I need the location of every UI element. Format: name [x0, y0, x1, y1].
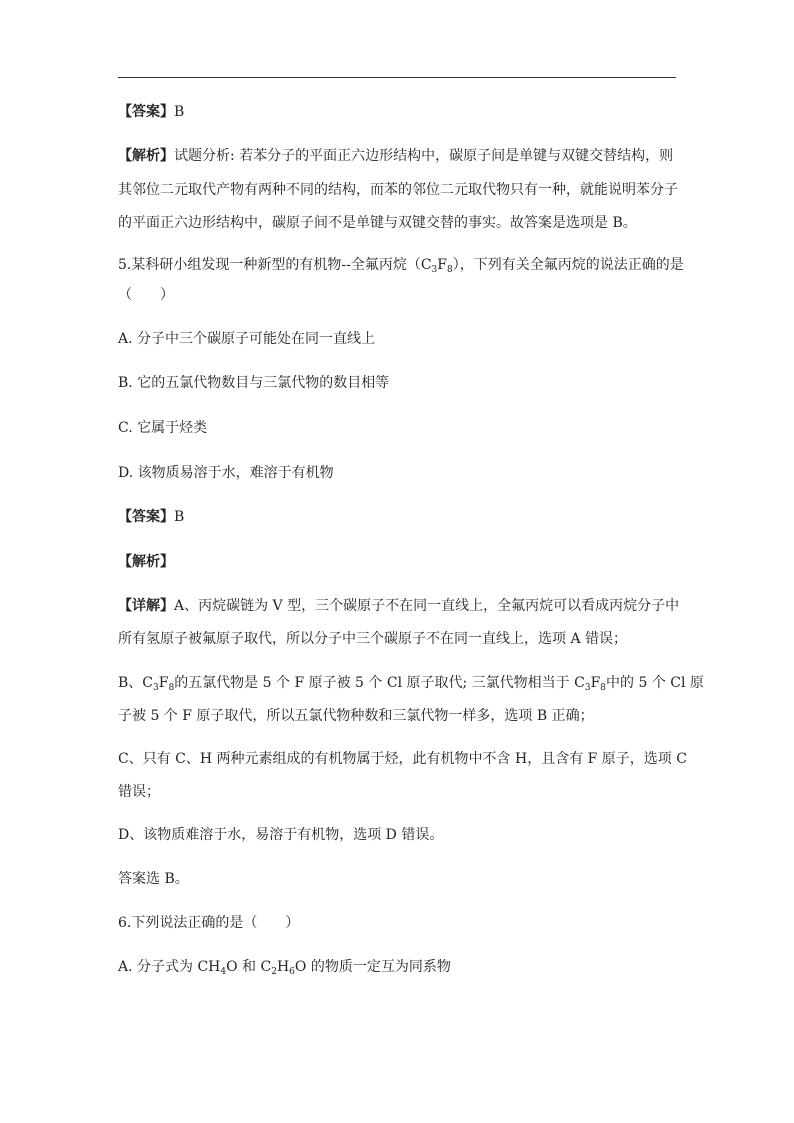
question-5-option-d: D. 该物质易溶于水，难溶于有机物	[118, 465, 334, 481]
answer-line-1: 【答案】B	[118, 104, 185, 120]
conclusion-line: 答案选 B。	[118, 871, 189, 887]
question-5-option-c: C. 它属于烃类	[118, 420, 208, 436]
question-6-stem: 6.下列说法正确的是（ ）	[118, 915, 300, 931]
detail-c-line-2: 错误；	[118, 784, 160, 800]
analysis-line-3: 的平面正六边形结构中，碳原子间不是单键与双键交替的事实。故答案是选项是 B。	[118, 215, 637, 231]
header-rule	[118, 77, 676, 78]
detail-b-line-1: B、$C_3F_8$的五氯代物是 5 个 F 原子被 5 个 Cl 原子取代; 三氯代物相当于 $C_3F_8$中的 5 个 Cl 原	[118, 675, 704, 693]
detail-c-line-1: C、只有 C、H 两种元素组成的有机物属于烃，此有机物中不含 H，且含有 F 原子，选项 C	[118, 751, 687, 767]
detail-a-line-1: 【详解】A、丙烷碳链为 V 型，三个碳原子不在同一直线上，全氟丙烷可以看成丙烷分子中	[118, 598, 680, 614]
analysis-heading: 【解析】	[118, 554, 174, 570]
question-5-stem-line-2: （ ）	[118, 287, 174, 303]
question-6-option-a: A. 分子式为 $CH_4O$ 和 $C_2H_6O$ 的物质一定互为同系物	[118, 959, 451, 977]
detail-a-line-2: 所有氢原子被氟原子取代，所以分子中三个碳原子不在同一直线上，选项 A 错误；	[118, 631, 628, 647]
detail-d-line: D、该物质难溶于水，易溶于有机物，选项 D 错误。	[118, 827, 444, 843]
analysis-line-1: 【解析】试题分析: 若苯分子的平面正六边形结构中，碳原子间是单键与双键交替结构，则	[118, 148, 674, 164]
question-5-option-a: A. 分子中三个碳原子可能处在同一直线上	[118, 331, 376, 347]
question-5-stem: 5.某科研小组发现一种新型的有机物--全氟丙烷$(C_3F_8)$，下列有关全氟丙烷的说法正确的是	[118, 257, 684, 275]
question-5-option-b: B. 它的五氯代物数目与三氯代物的数目相等	[118, 375, 390, 391]
detail-b-line-2: 子被 5 个 F 原子取代，所以五氯代物种数和三氯代物一样多，选项 B 正确；	[118, 708, 594, 724]
analysis-line-2: 其邻位二元取代产物有两种不同的结构，而苯的邻位二元取代物只有一种，就能说明苯分子	[118, 182, 678, 198]
answer-line-2: 【答案】B	[118, 509, 185, 525]
